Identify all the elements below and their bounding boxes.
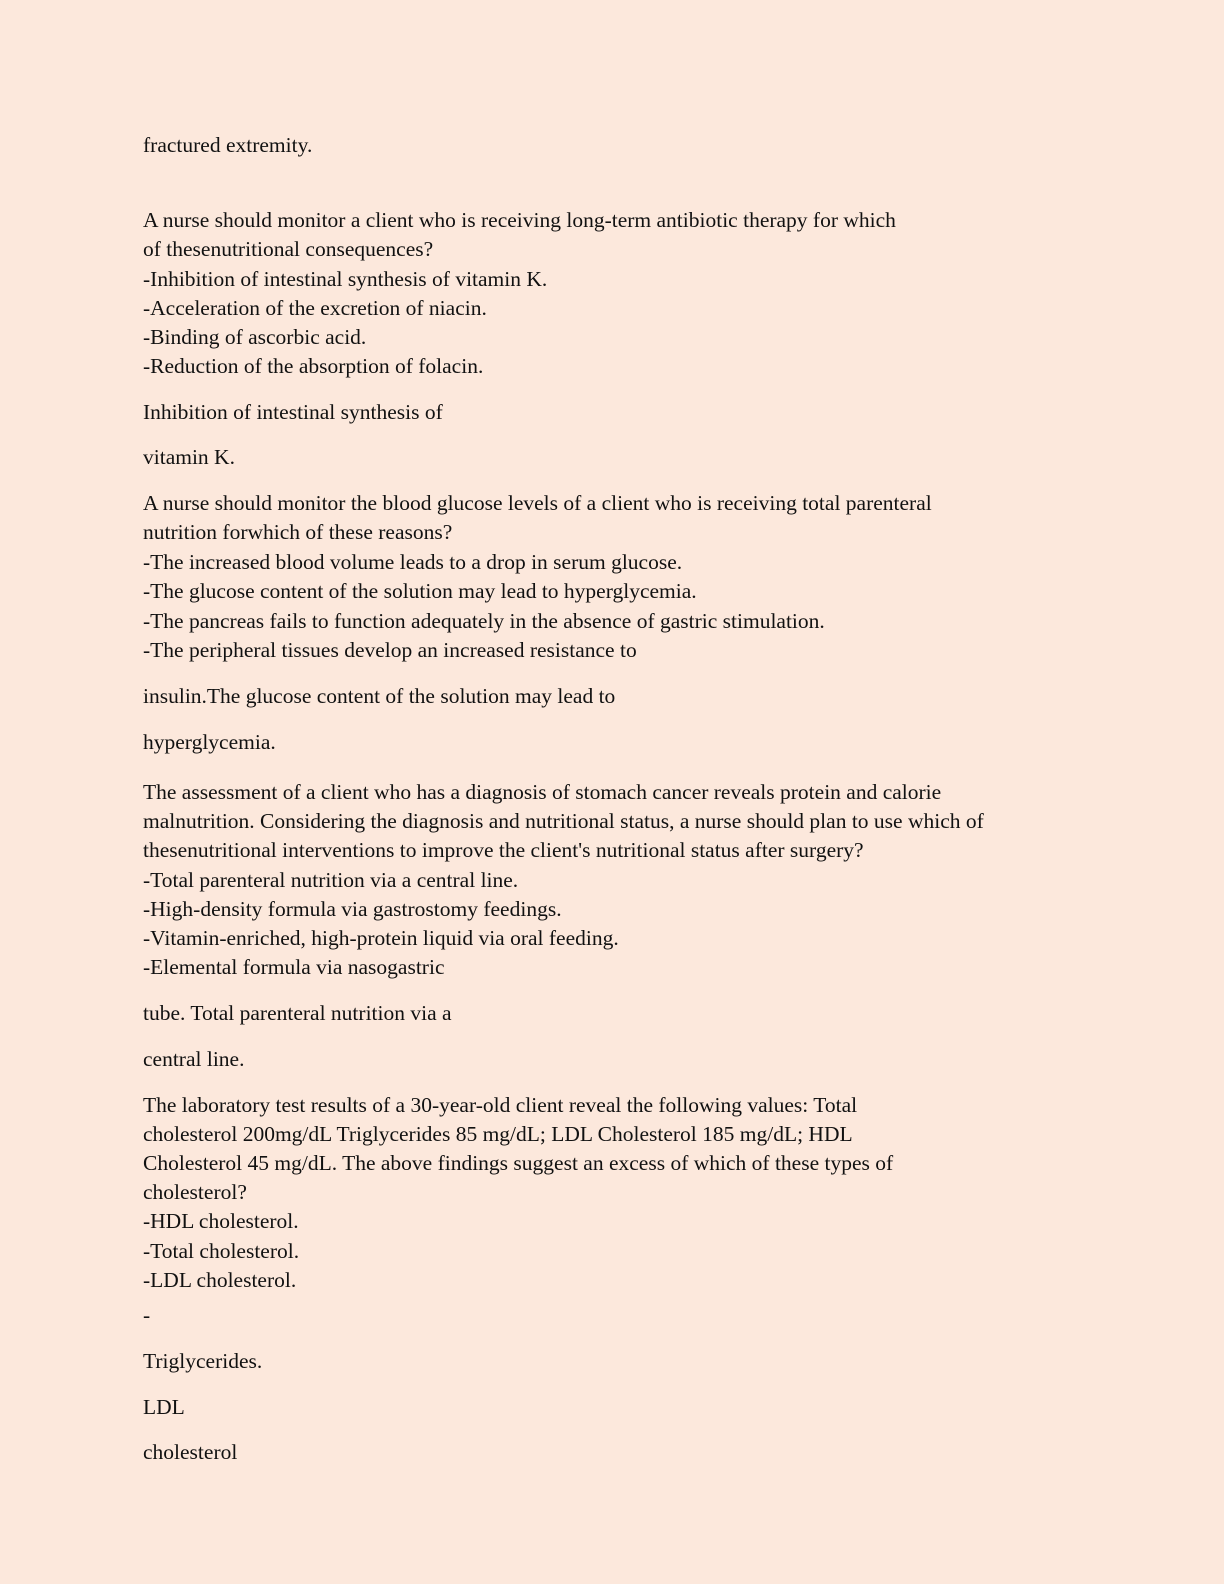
q3-option: -Elemental formula via nasogastric — [143, 955, 445, 979]
q2-answer-line: hyperglycemia. — [143, 730, 276, 754]
q4-option: -HDL cholesterol. — [143, 1209, 299, 1233]
q4-option: -Total cholesterol. — [143, 1239, 300, 1263]
q2-option: -The peripheral tissues develop an increased resistance to — [143, 638, 637, 662]
q1-option: -Reduction of the absorption of folacin. — [143, 354, 484, 378]
q4-stem-line: Cholesterol 45 mg/dL. The above findings suggest an excess of which of these types of — [143, 1151, 894, 1175]
q3-option: -High-density formula via gastrostomy feedings. — [143, 897, 562, 921]
q3-stem-line: The assessment of a client who has a diagnosis of stomach cancer reveals protein and calorie — [143, 780, 942, 804]
continuation-text: fractured extremity. — [143, 133, 313, 157]
q4-stem-line: cholesterol 200mg/dL Triglycerides 85 mg/dL; LDL Cholesterol 185 mg/dL; HDL — [143, 1122, 853, 1146]
q4-option: - — [143, 1303, 151, 1327]
q2-answer-line: insulin.The glucose content of the solution may lead to — [143, 684, 616, 708]
q1-answer-line: Inhibition of intestinal synthesis of — [143, 400, 443, 424]
q4-option: -LDL cholesterol. — [143, 1268, 297, 1292]
q2-stem-line: A nurse should monitor the blood glucose levels of a client who is receiving total parenteral — [143, 491, 932, 515]
q2-option: -The increased blood volume leads to a drop in serum glucose. — [143, 550, 683, 574]
q3-option: -Vitamin-enriched, high-protein liquid via oral feeding. — [143, 926, 619, 950]
q1-stem-line: of thesenutritional consequences? — [143, 237, 434, 261]
q4-answer-line: LDL — [143, 1395, 185, 1419]
q1-option: -Acceleration of the excretion of niacin. — [143, 296, 487, 320]
q3-option: -Total parenteral nutrition via a central line. — [143, 868, 519, 892]
q2-stem-line: nutrition forwhich of these reasons? — [143, 520, 453, 544]
q2-option: -The glucose content of the solution may lead to hyperglycemia. — [143, 579, 697, 603]
q3-answer-line: central line. — [143, 1047, 245, 1071]
q2-option: -The pancreas fails to function adequately in the absence of gastric stimulation. — [143, 609, 825, 633]
q3-stem-line: thesenutritional interventions to improve the client's nutritional status after surgery? — [143, 838, 864, 862]
q4-stem-line: The laboratory test results of a 30-year-old client reveal the following values: Total — [143, 1093, 858, 1117]
q3-stem-line: malnutrition. Considering the diagnosis and nutritional status, a nurse should plan to use which of — [143, 809, 984, 833]
q1-option: -Binding of ascorbic acid. — [143, 325, 367, 349]
q1-stem-line: A nurse should monitor a client who is receiving long-term antibiotic therapy for which — [143, 208, 896, 232]
q3-answer-line: tube. Total parenteral nutrition via a — [143, 1001, 452, 1025]
q4-answer-line: Triglycerides. — [143, 1349, 263, 1373]
q4-stem-line: cholesterol? — [143, 1180, 247, 1204]
q1-option: -Inhibition of intestinal synthesis of vitamin K. — [143, 267, 548, 291]
q4-answer-line: cholesterol — [143, 1440, 238, 1464]
q1-answer-line: vitamin K. — [143, 445, 235, 469]
